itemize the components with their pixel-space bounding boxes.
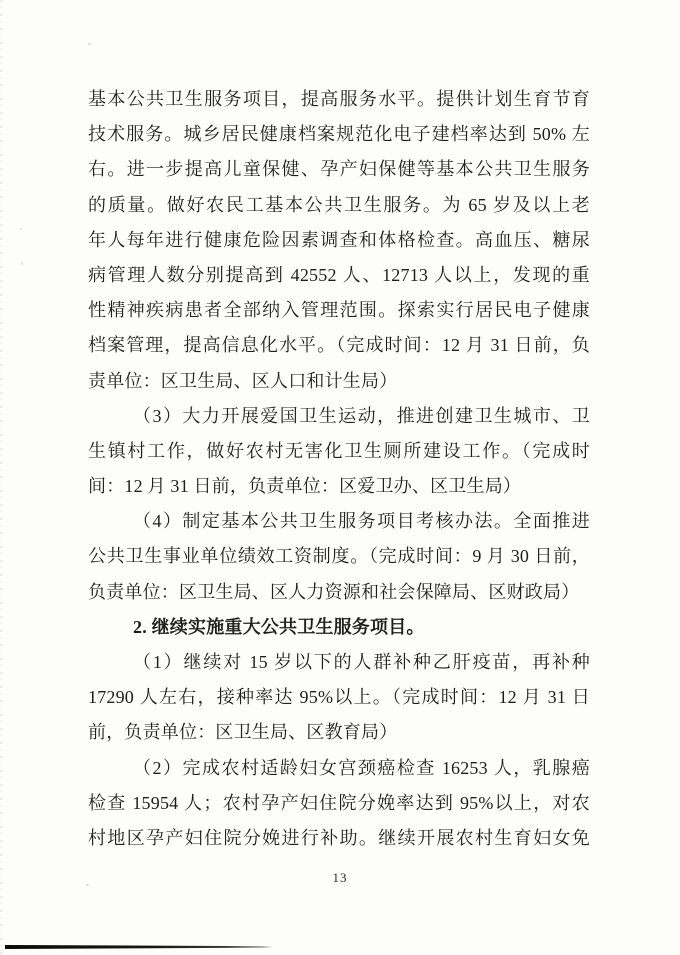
scan-artifact-line: [5, 945, 273, 949]
text-line: 间：12 月 31 日前，负责单位：区爱卫办、区卫生局）: [88, 476, 522, 497]
section-heading-2: 2. 继续实施重大公共卫生服务项目。: [133, 616, 425, 637]
text-line: 病管理人数分别提高到 42552 人、12713 人以上，发现的重: [88, 264, 590, 285]
scan-speck: [20, 228, 22, 230]
text-line-paragraph-3: （3）大力开展爱国卫生运动，推进创建卫生城市、卫: [133, 405, 590, 426]
text-line: 性精神疾病患者全部纳入管理范围。探索实行居民电子健康: [88, 300, 590, 321]
text-line: 生镇村工作，做好农村无害化卫生厕所建设工作。（完成时: [88, 440, 590, 461]
scan-speck: [21, 262, 23, 265]
text-line: 档案管理，提高信息化水平。（完成时间：12 月 31 日前，负: [88, 335, 590, 356]
text-line: 17290 人左右，接种率达 95%以上。（完成时间：12 月 31 日: [88, 687, 590, 708]
text-line: 右。进一步提高儿童保健、孕产妇保健等基本公共卫生服务: [88, 159, 590, 180]
page-number: 13: [332, 870, 348, 885]
text-line: 的质量。做好农民工基本公共卫生服务。为 65 岁及以上老: [88, 194, 590, 215]
document-body: [88, 82, 590, 856]
text-line: 技术服务。城乡居民健康档案规范化电子建档率达到 50% 左: [88, 124, 590, 145]
scan-speck: [88, 43, 91, 45]
text-line-paragraph-2: （2）完成农村适龄妇女宫颈癌检查 16253 人，乳腺癌: [133, 757, 590, 778]
scan-noise-left-edge: [0, 0, 3, 955]
text-line-paragraph-4: （4）制定基本公共卫生服务项目考核办法。全面推进: [133, 511, 590, 532]
text-line: 基本公共卫生服务项目，提高服务水平。提供计划生育节育: [88, 89, 590, 109]
text-line: 检查 15954 人；农村孕产妇住院分娩率达到 95%以上，对农: [88, 792, 590, 813]
text-line: 年人每年进行健康危险因素调查和体格检查。高血压、糖尿: [88, 229, 590, 250]
text-line: 村地区孕产妇住院分娩进行补助。继续开展农村生育妇女免: [88, 827, 590, 848]
text-line: 前，负责单位：区卫生局、区教育局）: [88, 722, 398, 743]
text-line: 负责单位：区卫生局、区人力资源和社会保障局、区财政局）: [88, 581, 580, 602]
text-line: 责单位：区卫生局、区人口和计生局）: [88, 370, 398, 391]
text-line: 公共卫生事业单位绩效工资制度。（完成时间：9 月 30 日前，: [88, 546, 590, 567]
text-line-paragraph-1: （1）继续对 15 岁以下的人群补种乙肝疫苗，再补种: [133, 652, 590, 672]
